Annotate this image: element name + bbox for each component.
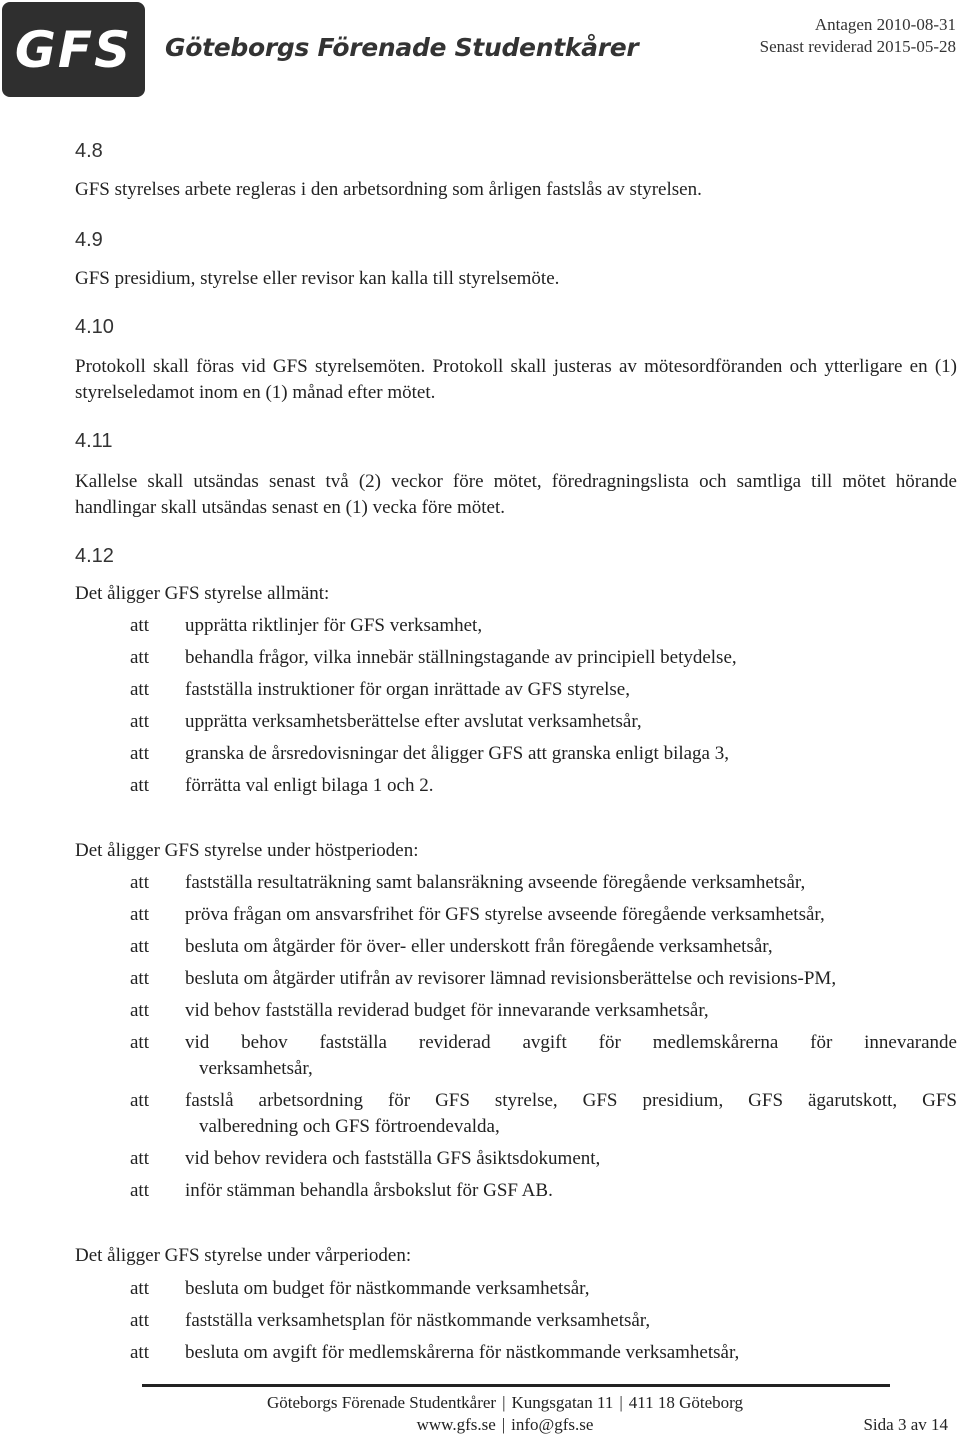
spring-duties-list [130, 1276, 957, 1372]
item-text: vid behov revidera och fastställa GFS åsiktsdokument, [185, 1148, 601, 1169]
item-text-line2: verksamhetsår, [199, 1058, 313, 1079]
item-lead: att [130, 968, 149, 989]
list-item [130, 998, 957, 1030]
item-lead: att [130, 615, 149, 636]
item-lead: att [130, 1278, 149, 1299]
item-text: vid behov fastställa reviderad budget för innevarande verksamhetsår, [185, 1000, 709, 1021]
item-lead: att [130, 647, 149, 668]
revised-date: Senast reviderad 2015-05-28 [759, 37, 956, 56]
item-text: granska de årsredovisningar det åligger GFS att granska enligt bilaga 3, [185, 743, 729, 764]
section-number-4-8: 4.8 [75, 140, 103, 162]
list-item [130, 966, 957, 998]
list-item [130, 934, 957, 966]
list-item [130, 741, 957, 773]
item-lead: att [130, 872, 149, 893]
list-item [130, 645, 957, 677]
item-lead: att [130, 1148, 149, 1169]
list-item [130, 1178, 957, 1210]
item-text: besluta om åtgärder utifrån av revisorer lämnad revisionsberättelse och revisions-PM, [185, 968, 837, 989]
autumn-heading: Det åligger GFS styrelse under höstperioden: [75, 840, 419, 861]
item-text: pröva frågan om ansvarsfrihet för GFS styrelse avseende föregående verksamhetsår, [185, 904, 825, 925]
autumn-duties-list [130, 870, 957, 1210]
list-item [130, 902, 957, 934]
section-number-4-12: 4.12 [75, 545, 114, 567]
item-lead: att [130, 711, 149, 732]
item-lead: att [130, 1032, 149, 1053]
item-lead: att [130, 1090, 149, 1111]
page-number: Sida 3 av 14 [863, 1415, 948, 1434]
footer-city: 411 18 Göteborg [628, 1393, 744, 1412]
list-item [130, 709, 957, 741]
footer-separator: | [501, 1415, 506, 1434]
footer-web-link[interactable]: www.gfs.se [416, 1415, 496, 1434]
list-item [130, 1340, 957, 1372]
footer-org: Göteborgs Förenade Studentkårer [266, 1393, 497, 1412]
header-org-name: Göteborgs Förenade Studentkårer [165, 33, 639, 62]
footer-contact [0, 1415, 960, 1435]
item-text [185, 1088, 957, 1146]
item-text-line1: fastslå arbetsordning för GFS styrelse, GFS presidium, GFS ägarutskott, GFS [185, 1090, 957, 1111]
item-lead: att [130, 1342, 149, 1363]
adopted-date: Antagen 2010-08-31 [814, 15, 956, 34]
item-text: inför stämman behandla årsbokslut för GSF AB. [185, 1180, 553, 1201]
item-lead: att [130, 775, 149, 796]
item-text: besluta om åtgärder för över- eller underskott från föregående verksamhetsår, [185, 936, 773, 957]
logo-text: GFS [14, 20, 133, 79]
section-number-4-9: 4.9 [75, 229, 103, 251]
item-lead: att [130, 904, 149, 925]
section-text-4-10: Protokoll skall föras vid GFS styrelsemöten. Protokoll skall justeras av mötesordföranden och ytterligare en (1) styrelseledamot inom en (1) månad efter mötet. [75, 356, 957, 403]
list-item [130, 1276, 957, 1308]
item-text: besluta om budget för nästkommande verksamhetsår, [185, 1278, 590, 1299]
section-text-4-9: GFS presidium, styrelse eller revisor kan kalla till styrelsemöte. [75, 268, 560, 289]
item-text: fastställa resultaträkning samt balansräkning avseende föregående verksamhetsår, [185, 872, 806, 893]
section-number-4-10: 4.10 [75, 316, 114, 338]
item-lead: att [130, 1000, 149, 1021]
item-lead: att [130, 679, 149, 700]
item-text: upprätta riktlinjer för GFS verksamhet, [185, 615, 483, 636]
footer-separator: | [619, 1393, 623, 1412]
item-text: behandla frågor, vilka innebär ställningstagande av principiell betydelse, [185, 647, 737, 668]
footer-street: Kungsgatan 11 [511, 1393, 614, 1412]
item-text-line1: vid behov fastställa reviderad avgift för medlemskårerna för innevarande [185, 1032, 957, 1053]
list-item [130, 870, 957, 902]
header-dates [760, 14, 956, 58]
footer-address [0, 1393, 960, 1413]
list-item [130, 1146, 957, 1178]
list-item [130, 1308, 957, 1340]
item-lead: att [130, 1180, 149, 1201]
list-item [130, 613, 957, 645]
item-text [185, 1030, 957, 1088]
gfs-logo [2, 2, 145, 97]
item-text: förrätta val enligt bilaga 1 och 2. [185, 775, 434, 796]
list-item [130, 1030, 957, 1088]
item-lead: att [130, 1310, 149, 1331]
footer-divider [142, 1384, 890, 1387]
footer-separator: | [502, 1393, 506, 1412]
section-number-4-11: 4.11 [75, 430, 113, 452]
section-text-4-12: Det åligger GFS styrelse allmänt: [75, 583, 330, 604]
item-lead: att [130, 743, 149, 764]
section-text-4-11: Kallelse skall utsändas senast två (2) veckor före mötet, föredragningslista och samtliga till mötet hörande handlingar skall utsändas senast en (1) vecka före mötet. [75, 471, 957, 518]
spring-heading: Det åligger GFS styrelse under vårperioden: [75, 1245, 412, 1266]
item-text: fastställa instruktioner för organ inrättade av GFS styrelse, [185, 679, 630, 700]
item-text: besluta om avgift för medlemskårerna för nästkommande verksamhetsår, [185, 1342, 740, 1363]
section-text-4-8: GFS styrelses arbete regleras i den arbetsordning som årligen fastslås av styrelsen. [75, 179, 702, 200]
item-text: fastställa verksamhetsplan för nästkommande verksamhetsår, [185, 1310, 651, 1331]
item-text-line2: valberedning och GFS förtroendevalda, [199, 1116, 500, 1137]
footer-email-link[interactable]: info@gfs.se [511, 1415, 594, 1434]
list-item [130, 773, 957, 805]
list-item [130, 677, 957, 709]
general-duties-list [130, 613, 957, 805]
item-lead: att [130, 936, 149, 957]
item-text: upprätta verksamhetsberättelse efter avslutat verksamhetsår, [185, 711, 642, 732]
list-item [130, 1088, 957, 1146]
